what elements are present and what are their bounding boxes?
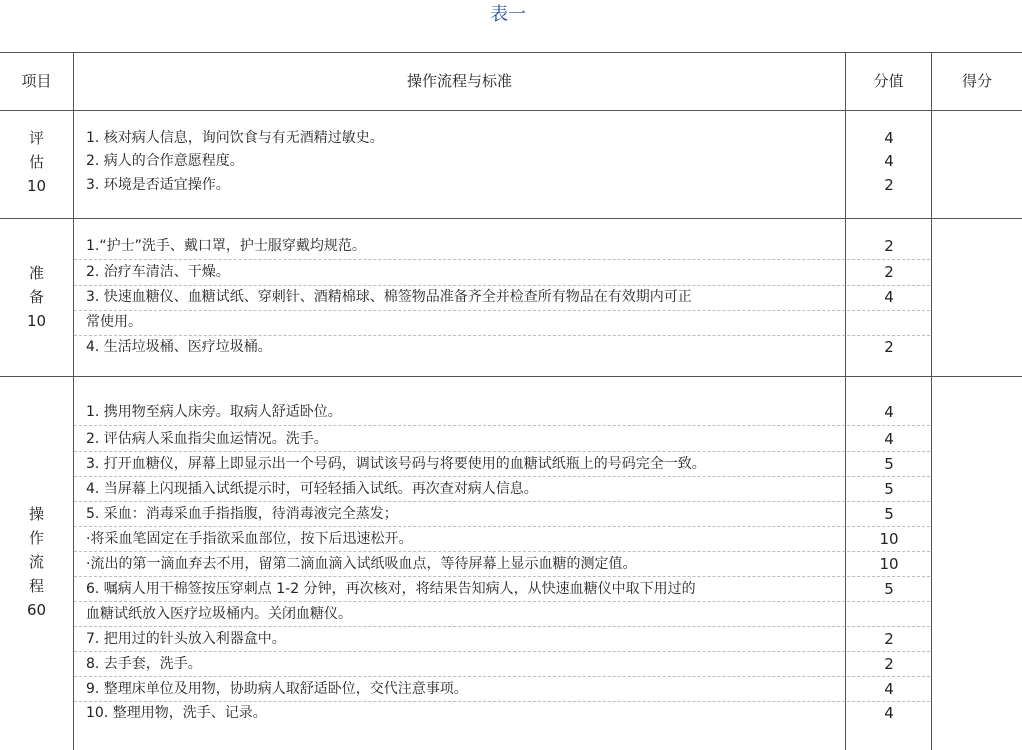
table-row bbox=[74, 234, 930, 259]
row-text: 9. 整理床单位及用物，协助病人取舒适卧位，交代注意事项。 bbox=[86, 681, 468, 697]
section-label-preparation: 准 备 10 bbox=[26, 264, 47, 330]
row-score: 4 bbox=[884, 430, 894, 448]
row-text: 8. 去手套，洗手。 bbox=[86, 656, 202, 672]
row-text: 常使用。 bbox=[86, 314, 142, 330]
row-text: 1.“护士”洗手、戴口罩，护士服穿戴均规范。 bbox=[86, 238, 366, 254]
header-item: 项目 bbox=[21, 72, 52, 90]
row-text: 2. 评估病人采血指尖血运情况。洗手。 bbox=[86, 431, 328, 447]
row-text: 3. 打开血糖仪，屏幕上即显示出一个号码，调试该号码与将要使用的血糖试纸瓶上的号码完全一致。 bbox=[86, 456, 706, 472]
row-text: 3. 环境是否适宜操作。 bbox=[86, 177, 230, 193]
row-score: 2 bbox=[884, 655, 894, 673]
row-score: 5 bbox=[884, 480, 894, 498]
row-score: 10 bbox=[879, 555, 899, 573]
row-score: 10 bbox=[879, 530, 899, 548]
row-score: 4 bbox=[884, 680, 894, 698]
table-row bbox=[74, 552, 930, 577]
table-row bbox=[74, 527, 930, 552]
row-text: 1. 核对病人信息，询问饮食与有无酒精过敏史。 bbox=[86, 130, 384, 146]
table-row bbox=[74, 126, 930, 151]
table-row bbox=[74, 701, 930, 726]
table-row bbox=[74, 602, 930, 627]
row-score: 2 bbox=[884, 237, 894, 255]
row-score: 2 bbox=[884, 263, 894, 281]
table-row bbox=[74, 477, 930, 502]
row-score: 5 bbox=[884, 455, 894, 473]
table-row bbox=[74, 652, 930, 677]
section-label-assessment: 评 估 10 bbox=[26, 129, 47, 195]
row-score: 2 bbox=[884, 176, 894, 194]
header-score: 分值 bbox=[873, 72, 904, 90]
row-text: 3. 快速血糖仪、血糖试纸、穿刺针、酒精棉球、棉签物品准备齐全并检查所有物品在有效期内可正 bbox=[86, 289, 692, 305]
row-text: 10. 整理用物，洗手、记录。 bbox=[86, 705, 267, 721]
row-text: 血糖试纸放入医疗垃圾桶内。关闭血糖仪。 bbox=[86, 606, 352, 622]
section-label-procedure: 操 作 流 程 60 bbox=[26, 505, 47, 619]
row-score: 4 bbox=[884, 403, 894, 421]
row-score: 5 bbox=[884, 580, 894, 598]
table-row bbox=[74, 502, 930, 527]
header-process: 操作流程与标准 bbox=[406, 72, 512, 90]
row-score: 4 bbox=[884, 288, 894, 306]
row-score: 4 bbox=[884, 129, 894, 147]
row-text: 2. 治疗车清洁、干燥。 bbox=[86, 264, 230, 280]
table-row bbox=[74, 677, 930, 702]
row-text: 4. 生活垃圾桶、医疗垃圾桶。 bbox=[86, 339, 272, 355]
table-row bbox=[74, 335, 930, 360]
row-score: 4 bbox=[884, 152, 894, 170]
table-row bbox=[74, 173, 930, 198]
row-text: 5. 采血：消毒采血手指指腹，待消毒液完全蒸发； bbox=[86, 506, 398, 522]
row-score: 2 bbox=[884, 338, 894, 356]
table-row bbox=[74, 149, 930, 174]
row-text: 4. 当屏幕上闪现插入试纸提示时，可轻轻插入试纸。再次查对病人信息。 bbox=[86, 481, 538, 497]
table-row bbox=[74, 427, 930, 452]
row-score: 4 bbox=[884, 704, 894, 722]
row-text: ·流出的第一滴血弃去不用，留第二滴血滴入试纸吸血点，等待屏幕上显示血糖的测定值。 bbox=[86, 556, 637, 572]
table-row bbox=[74, 577, 930, 602]
table-row bbox=[74, 627, 930, 652]
row-divider bbox=[74, 425, 930, 426]
row-text: 6. 嘱病人用干棉签按压穿刺点 1-2 分钟，再次核对，将结果告知病人，从快速血糖仪中取下用过的 bbox=[86, 581, 696, 597]
table-title: 表一 bbox=[490, 4, 526, 25]
table-row bbox=[74, 310, 930, 335]
row-score: 2 bbox=[884, 630, 894, 648]
header-bottom-border bbox=[0, 110, 1022, 111]
header-got-score: 得分 bbox=[961, 72, 992, 90]
section-divider bbox=[0, 376, 1022, 377]
section-divider bbox=[0, 218, 1022, 219]
row-text: 7. 把用过的针头放入利器盒中。 bbox=[86, 631, 286, 647]
table-row bbox=[74, 260, 930, 285]
row-score: 5 bbox=[884, 505, 894, 523]
table-row bbox=[74, 400, 930, 425]
row-text: ·将采血笔固定在手指欲采血部位，按下后迅速松开。 bbox=[86, 531, 413, 547]
row-text: 2. 病人的合作意愿程度。 bbox=[86, 153, 244, 169]
table-row bbox=[74, 285, 930, 310]
row-text: 1. 携用物至病人床旁。取病人舒适卧位。 bbox=[86, 404, 342, 420]
table-row bbox=[74, 452, 930, 477]
